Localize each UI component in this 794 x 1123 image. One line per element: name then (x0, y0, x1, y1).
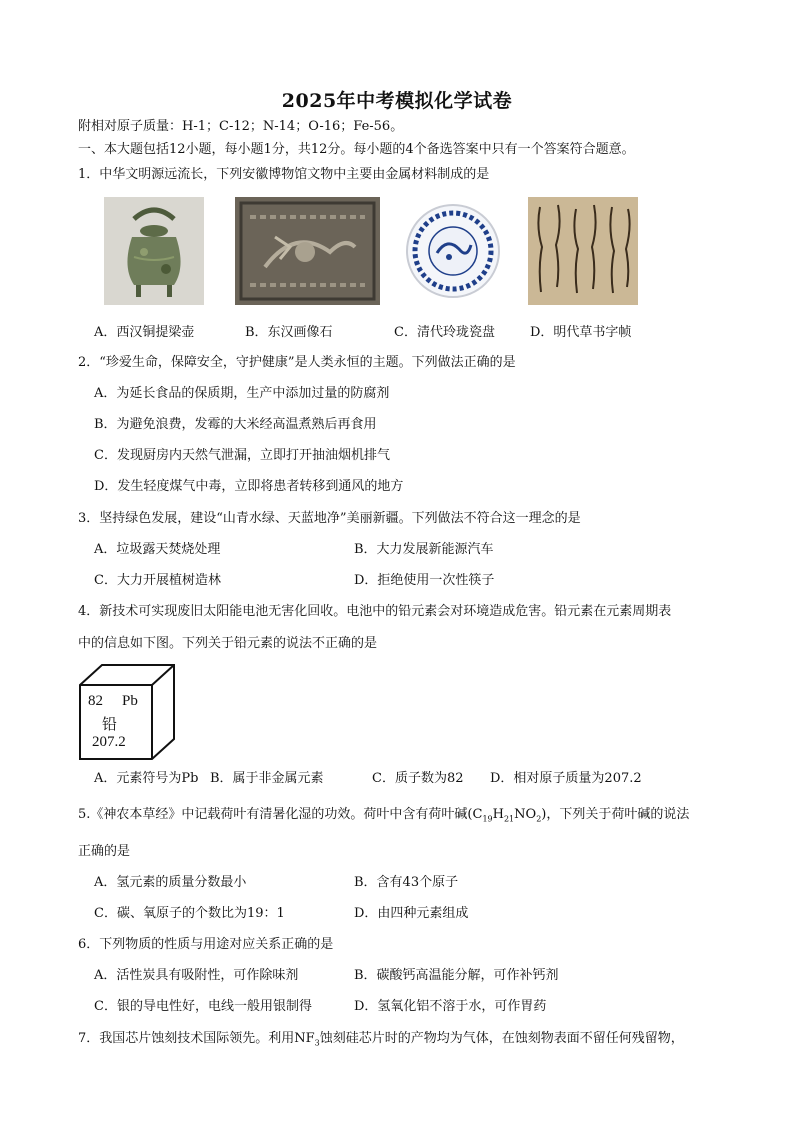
q5-sub-c: 19 (482, 814, 493, 824)
q4-option-c[interactable]: C．质子数为82 (372, 771, 464, 786)
q5-sub-h: 21 (503, 814, 515, 824)
q5-stem-line1 (78, 806, 734, 829)
q3-stem: 3．坚持绿色发展，建设“山青水绿、天蓝地净”美丽新疆。下列做法不符合这一理念的是 (78, 511, 581, 526)
q5-sub-o: 2 (536, 814, 542, 824)
q1-option-b[interactable]: B．东汉画像石 (245, 325, 333, 340)
q4-option-b[interactable]: B．属于非金属元素 (210, 771, 324, 786)
q6-stem: 6．下列物质的性质与用途对应关系正确的是 (78, 937, 334, 952)
q2-option-b[interactable]: B．为避免浪费，发霉的大米经高温煮熟后再食用 (94, 417, 377, 432)
atomic-number: 82 (88, 693, 103, 709)
porcelain-plate-image (403, 197, 503, 305)
q6-option-b[interactable]: B．碳酸钙高温能分解，可作补钙剂 (354, 968, 559, 983)
q7-stem-part-b: 蚀刻硅芯片时的产物均为气体，在蚀刻物表面不留任何残留物， (319, 1031, 684, 1046)
stone-relief-image (235, 197, 380, 305)
atomic-mass: 207.2 (92, 734, 126, 750)
q6-option-d[interactable]: D．氢氧化铝不溶于水，可作胃药 (354, 999, 547, 1014)
calligraphy-scroll-image (528, 197, 638, 305)
q5-stem-line2: 正确的是 (78, 844, 131, 859)
element-symbol: Pb (122, 693, 138, 709)
q7-stem (78, 1030, 734, 1053)
q4-stem-line1: 4．新技术可实现废旧太阳能电池无害化回收。电池中的铅元素会对环境造成危害。铅元素在元素周期表 (78, 604, 672, 619)
q3-option-c[interactable]: C．大力开展植树造林 (94, 573, 221, 588)
bronze-pot-image (104, 197, 204, 305)
q4-option-a[interactable]: A．元素符号为Pb (94, 771, 199, 786)
q5-stem-part-a: 5.《神农本草经》中记载荷叶有清暑化湿的功效。荷叶中含有荷叶碱(C (78, 807, 483, 822)
element-name: 铅 (102, 717, 118, 733)
q5-stem-part-c: NO (514, 807, 537, 822)
q5-stem-part-b: H (492, 807, 504, 822)
q1-option-c[interactable]: C．清代玲珑瓷盘 (394, 325, 495, 340)
page-title: 2025年中考模拟化学试卷 (281, 90, 513, 112)
periodic-table-cell (78, 663, 188, 763)
q4-stem-line2: 中的信息如下图。下列关于铅元素的说法不正确的是 (78, 636, 378, 651)
q7-stem-part-a: 7．我国芯片蚀刻技术国际领先。利用NF (78, 1031, 315, 1046)
q3-option-d[interactable]: D．拒绝使用一次性筷子 (354, 573, 495, 588)
q6-option-a[interactable]: A．活性炭具有吸附性，可作除味剂 (94, 968, 299, 983)
q5-option-d[interactable]: D．由四种元素组成 (354, 906, 469, 921)
q2-option-d[interactable]: D．发生轻度煤气中毒，立即将患者转移到通风的地方 (94, 479, 404, 494)
q4-option-d[interactable]: D．相对原子质量为207.2 (490, 771, 642, 786)
section-instructions: 一、本大题包括12小题，每小题1分，共12分。每小题的4个备选答案中只有一个答案符合题意。 (78, 142, 635, 157)
q3-option-b[interactable]: B．大力发展新能源汽车 (354, 542, 494, 557)
q5-stem-part-d: )，下列关于荷叶碱的说法 (541, 807, 690, 822)
q2-option-a[interactable]: A．为延长食品的保质期，生产中添加过量的防腐剂 (94, 386, 390, 401)
q5-option-b[interactable]: B．含有43个原子 (354, 875, 459, 890)
atomic-masses-note: 附相对原子质量：H-1；C-12；N-14；O-16；Fe-56。 (78, 119, 404, 134)
q3-option-a[interactable]: A．垃圾露天焚烧处理 (94, 542, 221, 557)
q2-stem: 2．“珍爱生命，保障安全，守护健康”是人类永恒的主题。下列做法正确的是 (78, 355, 516, 370)
q5-option-c[interactable]: C．碳、氧原子的个数比为19：1 (94, 906, 285, 921)
q1-stem: 1．中华文明源远流长，下列安徽博物馆文物中主要由金属材料制成的是 (78, 167, 490, 182)
q5-option-a[interactable]: A．氢元素的质量分数最小 (94, 875, 247, 890)
q7-sub-f: 3 (314, 1038, 320, 1048)
q2-option-c[interactable]: C．发现厨房内天然气泄漏，立即打开抽油烟机排气 (94, 448, 390, 463)
q1-option-d[interactable]: D．明代草书字帧 (530, 325, 632, 340)
q6-option-c[interactable]: C．银的导电性好，电线一般用银制得 (94, 999, 312, 1014)
q1-option-a[interactable]: A．西汉铜提梁壶 (94, 325, 195, 340)
